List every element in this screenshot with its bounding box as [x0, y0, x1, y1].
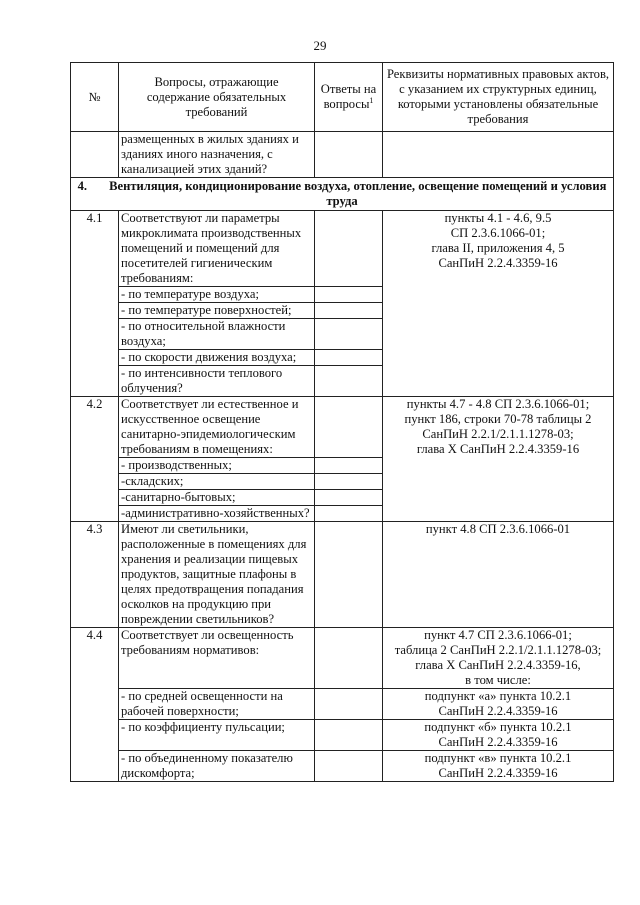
answer-cell[interactable]	[315, 720, 383, 751]
reference-line: СанПиН 2.2.1/2.1.1.1278-03;	[422, 427, 574, 441]
sub-question-text: - по средней освещенности на рабочей поверхности;	[119, 689, 315, 720]
sub-question-text: - по коэффициенту пульсации;	[119, 720, 315, 751]
question-text: Соответствует ли освещенность требованиям нормативов:	[119, 628, 315, 689]
reference-line: подпункт «б» пункта 10.2.1	[424, 720, 572, 734]
answer-cell[interactable]	[315, 474, 383, 490]
continuation-ref	[383, 132, 614, 178]
reference-cell	[383, 628, 614, 689]
answer-cell[interactable]	[315, 132, 383, 178]
header-answers-text: Ответы на вопросы	[320, 82, 377, 111]
sub-question-text: -административно-хозяйственных?	[119, 506, 315, 522]
header-questions: Вопросы, отражающие содержание обязательных требований	[119, 63, 315, 132]
answer-cell[interactable]	[315, 287, 383, 303]
answer-cell[interactable]	[315, 522, 383, 628]
reference-line: СанПиН 2.2.4.3359-16	[438, 735, 558, 749]
answer-cell[interactable]	[315, 211, 383, 287]
table-row	[71, 132, 614, 178]
header-answers	[315, 63, 383, 132]
reference-line: пункт 4.7 СП 2.3.6.1066-01;	[424, 628, 572, 642]
table-row	[71, 628, 614, 689]
answer-cell[interactable]	[315, 506, 383, 522]
reference-cell	[383, 689, 614, 720]
reference-line: подпункт «в» пункта 10.2.1	[424, 751, 572, 765]
answer-cell[interactable]	[315, 366, 383, 397]
reference-cell	[383, 211, 614, 397]
table-row	[71, 720, 614, 751]
question-text: Соответствуют ли параметры микроклимата производственных помещений и помещений для посетителей гигиеническим требованиям:	[119, 211, 315, 287]
reference-line: пункты 4.7 - 4.8 СП 2.3.6.1066-01;	[406, 397, 590, 411]
reference-line: пункт 186, строки 70-78 таблицы 2	[404, 412, 592, 426]
reference-line: глава II, приложения 4, 5	[431, 241, 565, 255]
table-row	[71, 751, 614, 782]
continuation-question: размещенных в жилых зданиях и зданиях иного назначения, с канализацией этих зданий?	[119, 132, 315, 178]
section-title: Вентиляция, кондиционирование воздуха, отопление, освещение помещений и условия труда	[109, 179, 607, 208]
answer-cell[interactable]	[315, 458, 383, 474]
answer-cell[interactable]	[315, 350, 383, 366]
table-row	[71, 397, 614, 458]
reference-line: подпункт «а» пункта 10.2.1	[424, 689, 572, 703]
answer-cell[interactable]	[315, 689, 383, 720]
answer-cell[interactable]	[315, 490, 383, 506]
row-number: 4.2	[71, 397, 119, 522]
sub-question-text: -санитарно-бытовых;	[119, 490, 315, 506]
header-refs: Реквизиты нормативных правовых актов, с указанием их структурных единиц, которыми установлены обязательные требования	[383, 63, 614, 132]
sub-question-text: - по объединенному показателю дискомфорта;	[119, 751, 315, 782]
section-heading	[71, 178, 614, 211]
table-row	[71, 522, 614, 628]
reference-line: СП 2.3.6.1066-01;	[450, 226, 546, 240]
section-heading-row	[71, 178, 614, 211]
reference-cell	[383, 720, 614, 751]
reference-line: глава X СанПиН 2.2.4.3359-16,	[415, 658, 581, 672]
sub-question-text: - по температуре поверхностей;	[119, 303, 315, 319]
sub-question-text: - по относительной влажности воздуха;	[119, 319, 315, 350]
answer-cell[interactable]	[315, 397, 383, 458]
reference-cell	[383, 522, 614, 628]
footnote-marker: 1	[369, 95, 374, 105]
table-row	[71, 689, 614, 720]
sub-question-text: -складских;	[119, 474, 315, 490]
question-text: Имеют ли светильники, расположенные в помещениях для хранения и реализации пищевых продуктов, защитные плафоны в целях предотвращения попадания осколков на продукцию при повреждении светильников?	[119, 522, 315, 628]
header-num: №	[71, 63, 119, 132]
question-text: Соответствует ли естественное и искусственное освещение санитарно-эпидемиологическим требованиям в помещениях:	[119, 397, 315, 458]
sub-question-text: - производственных;	[119, 458, 315, 474]
row-number: 4.4	[71, 628, 119, 782]
reference-line: глава X СанПиН 2.2.4.3359-16	[416, 442, 580, 456]
row-number: 4.3	[71, 522, 119, 628]
answer-cell[interactable]	[315, 319, 383, 350]
sub-question-text: - по интенсивности теплового облучения?	[119, 366, 315, 397]
reference-cell	[383, 397, 614, 522]
answer-cell[interactable]	[315, 628, 383, 689]
continuation-num	[71, 132, 119, 178]
reference-line: СанПиН 2.2.4.3359-16	[438, 704, 558, 718]
reference-line: таблица 2 СанПиН 2.2.1/2.1.1.1278-03;	[394, 643, 602, 657]
sub-question-text: - по температуре воздуха;	[119, 287, 315, 303]
reference-cell	[383, 751, 614, 782]
table-header-row	[71, 63, 614, 132]
section-number: 4.	[77, 179, 88, 193]
answer-cell[interactable]	[315, 751, 383, 782]
requirements-table	[70, 62, 614, 782]
table-row	[71, 211, 614, 287]
answer-cell[interactable]	[315, 303, 383, 319]
reference-line: СанПиН 2.2.4.3359-16	[438, 256, 558, 270]
page-number: 29	[313, 38, 327, 53]
reference-line: пункт 4.8 СП 2.3.6.1066-01	[425, 522, 571, 536]
reference-line: в том числе:	[465, 673, 531, 687]
reference-line: СанПиН 2.2.4.3359-16	[438, 766, 558, 780]
reference-line: пункты 4.1 - 4.6, 9.5	[444, 211, 552, 225]
row-number: 4.1	[71, 211, 119, 397]
sub-question-text: - по скорости движения воздуха;	[119, 350, 315, 366]
